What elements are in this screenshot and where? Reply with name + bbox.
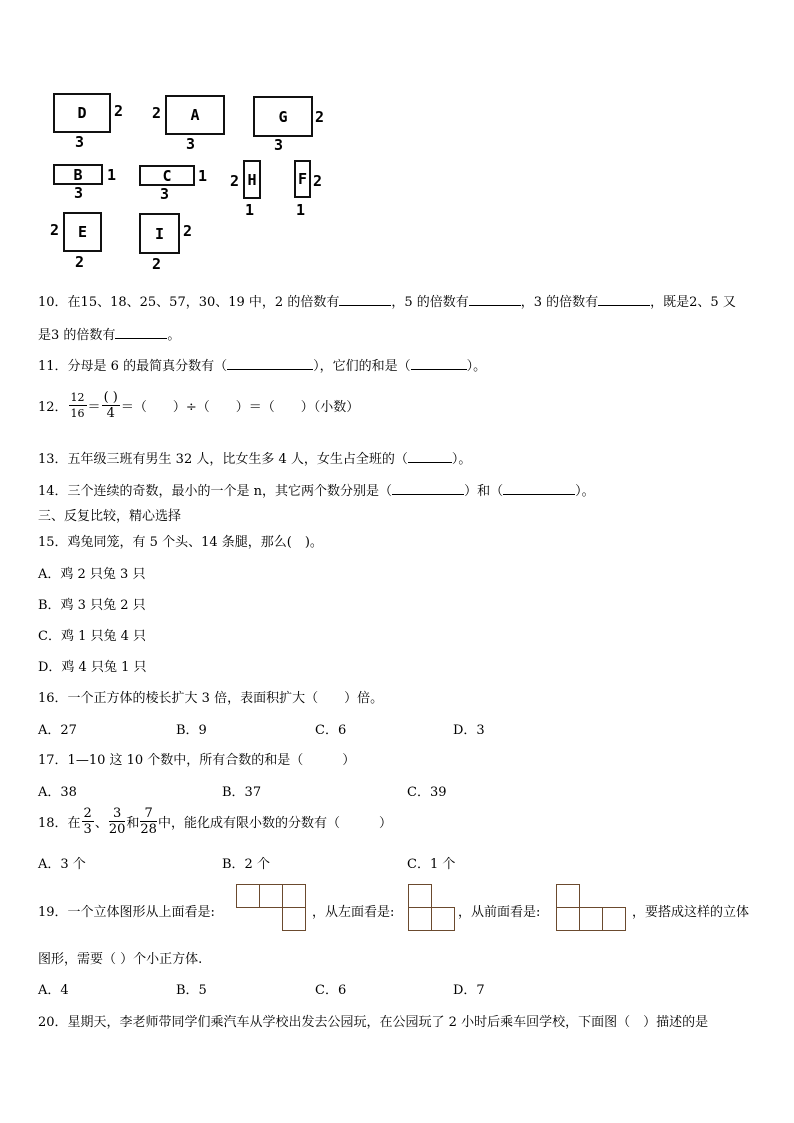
rect-f-side: 2 — [313, 172, 323, 190]
answer-blank[interactable] — [411, 357, 467, 370]
option-d[interactable]: D．7 — [453, 983, 485, 998]
answer-blank[interactable] — [392, 482, 464, 495]
rect-d: D — [53, 93, 111, 133]
answer-blank[interactable] — [408, 450, 452, 463]
option-a[interactable]: A．27 — [38, 723, 77, 738]
rect-h: H — [243, 160, 261, 199]
answer-blank[interactable] — [469, 293, 521, 306]
option-c[interactable]: C．6 — [315, 723, 347, 738]
option-b[interactable]: B．5 — [176, 983, 207, 998]
answer-blank[interactable] — [598, 293, 650, 306]
answer-blank[interactable] — [339, 293, 391, 306]
rect-h-side: 2 — [230, 172, 240, 190]
question-11: 11．分母是 6 的最简真分数有（ ），它们的和是（ ）。 — [38, 359, 487, 374]
fraction-12-16: $\frac{12}{16}$ — [70, 391, 85, 420]
option-b[interactable]: B．鸡 3 只兔 2 只 — [38, 598, 146, 613]
question-10: 10．在15、18、25、57，30、19 中，2 的倍数有 ，5 的倍数有 ，3 的倍数有 ，既是2、5 又 — [38, 295, 736, 310]
option-d[interactable]: D．3 — [453, 723, 485, 738]
option-c[interactable]: C．39 — [407, 785, 447, 800]
rect-e: E — [63, 212, 102, 252]
question-17: 17．1—10 这 10 个数中，所有合数的和是（ ） — [38, 753, 356, 768]
question-19-part-c: ，从前面看是: — [458, 905, 541, 920]
section-heading: 三、反复比较，精心选择 — [38, 509, 182, 524]
rect-g-side: 2 — [315, 108, 325, 126]
question-20: 20．星期天，李老师带同学们乘汽车从学校出发去公园玩，在公园玩了 2 小时后乘车回学校，下面图（ ）描述的是 — [38, 1015, 709, 1030]
question-19-part-d: ，要搭成这样的立体 — [632, 905, 750, 920]
rect-i: I — [139, 213, 180, 254]
rect-c-side: 1 — [198, 167, 208, 185]
question-15: 15．鸡兔同笼，有 5 个头、14 条腿，那么( )。 — [38, 535, 323, 550]
question-19-cont: 图形，需要（ ）个小正方体. — [38, 952, 203, 967]
question-14: 14．三个连续的奇数，最小的一个是 n，其它两个数分别是（ ）和（ ）。 — [38, 484, 595, 499]
rect-e-bottom: 2 — [75, 253, 85, 271]
rect-i-bottom: 2 — [152, 255, 162, 273]
question-12: 12． $\frac{12}{16}$ ＝ $\frac{( )}{4}$ ＝（ ）÷（ ）＝（ ）（小数） — [38, 390, 360, 421]
answer-blank[interactable] — [115, 326, 167, 339]
fraction-7-28: $\frac{7}{28}$ — [140, 806, 157, 837]
question-18: 18．在 $\frac{2}{3}$ 、 $\frac{3}{20}$ 和 $\frac{7}{28}$ 中，能化成有限小数的分数有（ ） — [38, 806, 392, 837]
option-b[interactable]: B．9 — [176, 723, 207, 738]
rect-h-bottom: 1 — [245, 201, 255, 219]
rect-e-side: 2 — [50, 221, 60, 239]
rect-b: B — [53, 164, 103, 185]
fraction-blank-4: $\frac{( )}{4}$ — [103, 390, 118, 421]
question-16: 16．一个正方体的棱长扩大 3 倍，表面积扩大（ ）倍。 — [38, 691, 384, 706]
option-a[interactable]: A．38 — [38, 785, 77, 800]
rect-c-bottom: 3 — [160, 185, 170, 203]
option-b[interactable]: B．37 — [222, 785, 262, 800]
rect-d-side: 2 — [114, 102, 124, 120]
rect-f-bottom: 1 — [296, 201, 306, 219]
rect-a-bottom: 3 — [186, 135, 196, 153]
rect-c: C — [139, 165, 195, 186]
option-d[interactable]: D．鸡 4 只兔 1 只 — [38, 660, 147, 675]
question-19-part-a: 19．一个立体图形从上面看是: — [38, 905, 215, 920]
fraction-2-3: $\frac{2}{3}$ — [83, 806, 92, 837]
answer-blank[interactable] — [227, 357, 313, 370]
question-10-cont: 是3 的倍数有 。 — [38, 328, 181, 343]
rect-a: A — [165, 95, 225, 135]
rect-a-side: 2 — [152, 104, 162, 122]
answer-blank[interactable] — [503, 482, 575, 495]
rect-d-bottom: 3 — [75, 133, 85, 151]
option-a[interactable]: A．鸡 2 只兔 3 只 — [38, 567, 146, 582]
question-13: 13．五年级三班有男生 32 人，比女生多 4 人，女生占全班的（ ）。 — [38, 452, 472, 467]
option-b[interactable]: B．2 个 — [222, 857, 270, 872]
rect-g: G — [253, 96, 313, 137]
fraction-3-20: $\frac{3}{20}$ — [108, 806, 126, 837]
option-a[interactable]: A．3 个 — [38, 857, 86, 872]
rect-i-side: 2 — [183, 222, 193, 240]
rect-f: F — [294, 160, 311, 198]
option-c[interactable]: C．6 — [315, 983, 347, 998]
rect-b-bottom: 3 — [74, 184, 84, 202]
question-19-part-b: ，从左面看是: — [312, 905, 395, 920]
rect-g-bottom: 3 — [274, 136, 284, 154]
option-a[interactable]: A．4 — [38, 983, 69, 998]
option-c[interactable]: C．1 个 — [407, 857, 456, 872]
rect-b-side: 1 — [107, 166, 117, 184]
option-c[interactable]: C．鸡 1 只兔 4 只 — [38, 629, 147, 644]
